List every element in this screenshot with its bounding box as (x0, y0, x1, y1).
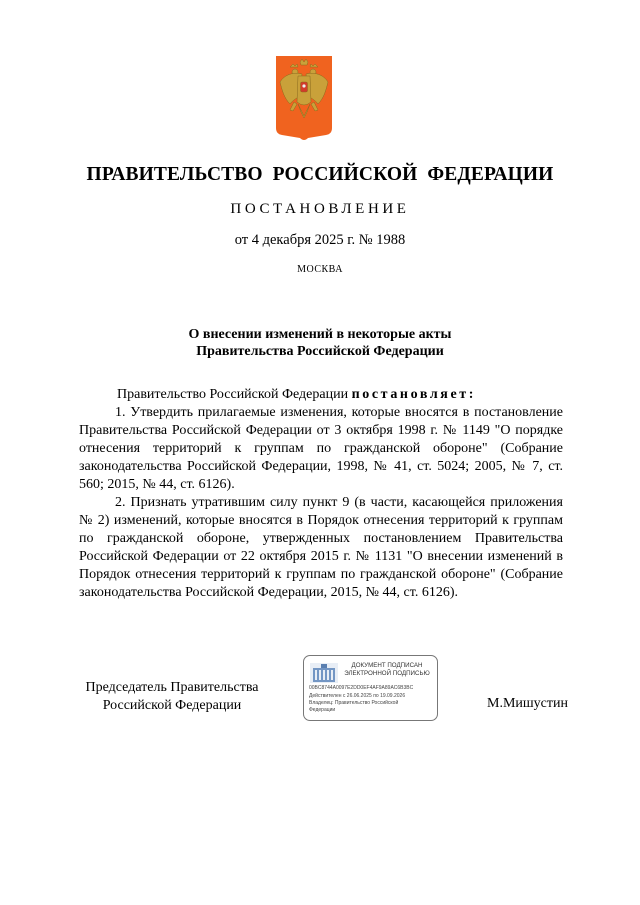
electronic-signature-stamp (303, 655, 438, 721)
document-city: МОСКВА (297, 264, 343, 275)
intro-text: Правительство Российской Федерации (117, 387, 349, 402)
signatory-position (74, 679, 270, 715)
document-body (79, 386, 563, 602)
document-subject (0, 326, 640, 360)
item-2-paragraph: 2. Признать утратившим силу пункт 9 (в части, касающейся приложения № 2) изменений, которые вносятся в Порядок отнесения территорий к группам по гражданской обороне, утвержденных постановлением Правительства Российской Федерации от 22 октября 2015 г. № 1131 "О внесении изменений в Порядок отнесения территорий к группам по гражданской обороне" (Собрание законодательства Российской Федерации, 2015, № 44, ст. 6126). (79, 495, 563, 600)
stamp-heading-line-1: ДОКУМЕНТ ПОДПИСАН (351, 662, 423, 669)
subject-line-1: О внесении изменений в некоторые акты (188, 327, 452, 342)
intro-paragraph (79, 386, 563, 404)
stamp-heading-line-2: ЭЛЕКТРОННОЙ ПОДПИСЬЮ (344, 669, 430, 677)
position-line-1: Председатель Правительства (85, 680, 259, 695)
item-1-paragraph: 1. Утвердить прилагаемые изменения, которые вносятся в постановление Правительства Российской Федерации от 3 октября 1998 г. № 1149 "О порядке отнесения территорий к группам по гражданской обороне" (Собрание законодательства Российской Федерации, 1998, № 41, ст. 5024; 2005, № 7, ст. 560; 2015, № 44, ст. 6126). (79, 405, 563, 492)
subject-line-2: Правительства Российской Федерации (196, 344, 444, 359)
stamp-heading (338, 662, 436, 677)
signatory-name: М.Мишустин (487, 696, 568, 711)
coat-of-arms-emblem (276, 56, 332, 142)
intro-emphasis: постановляет: (351, 387, 476, 402)
document-type: ПОСТАНОВЛЕНИЕ (230, 201, 410, 217)
government-title: ПРАВИТЕЛЬСТВО РОССИЙСКОЙ ФЕДЕРАЦИИ (86, 164, 554, 185)
stamp-owner-line-2: Федерации (309, 707, 336, 713)
stamp-certificate: 00BC8744A0097E2DD0EF4AF9A89AC6B3BC (309, 685, 414, 691)
document-date-number: от 4 декабря 2025 г. № 1988 (234, 232, 406, 248)
stamp-owner-line-1: Владелец: Правительство Российской (309, 700, 399, 706)
position-line-2: Российской Федерации (102, 698, 242, 713)
stamp-validity: Действителен с 26.06.2025 по 19.09.2026 (309, 693, 406, 699)
government-building-icon (309, 662, 339, 684)
